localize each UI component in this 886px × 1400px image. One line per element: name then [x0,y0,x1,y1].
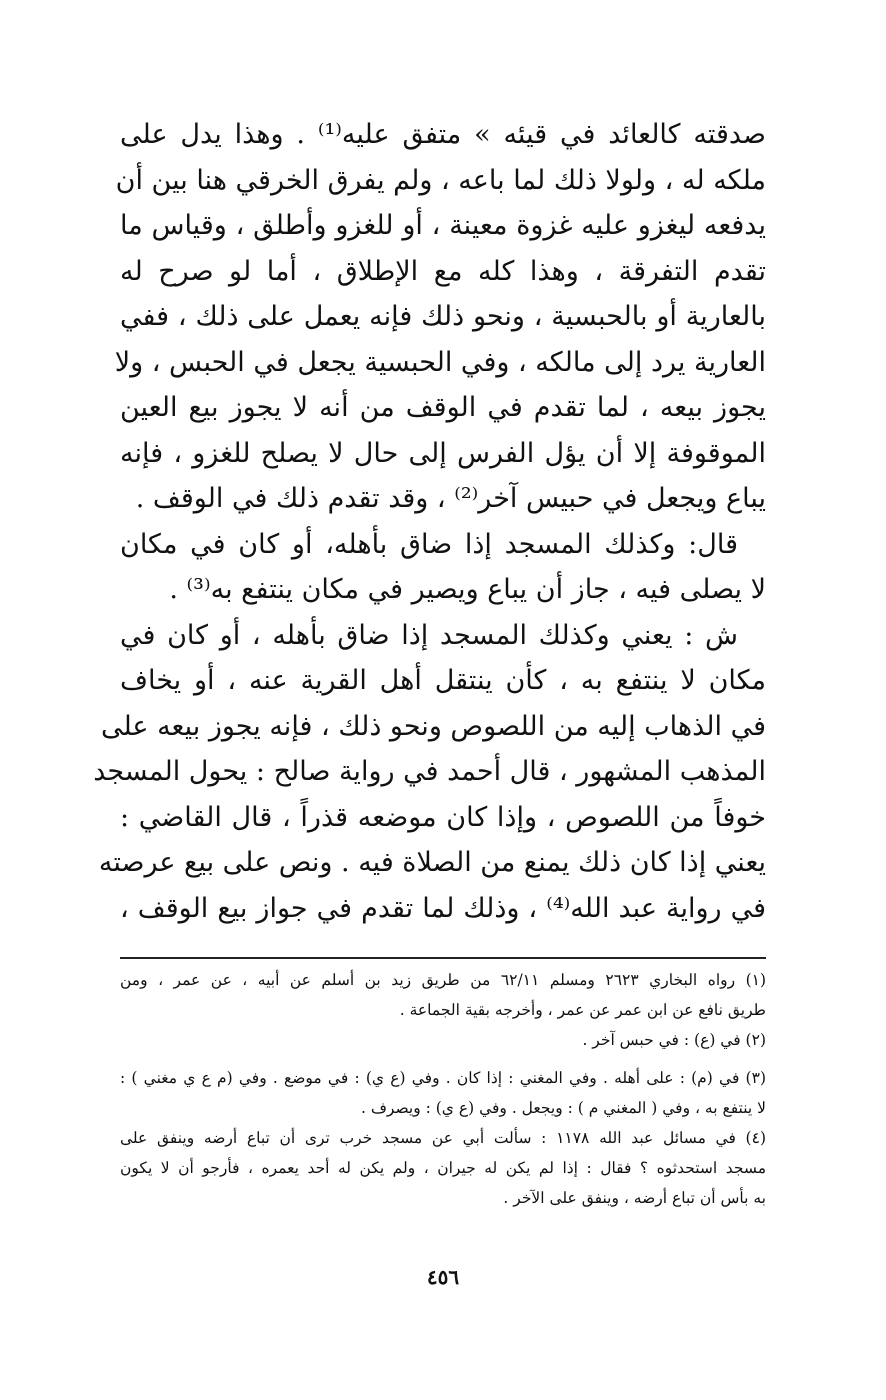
footnote-line: طريق نافع عن ابن عمر عن عمر ، وأخرجه بقية الجماعة . [399,1001,766,1019]
body-line: ملكه له ، ولولا ذلك لما باعه ، ولم يفرق الخرقي هنا بين أن [115,164,766,196]
body-line: خوفاً من اللصوص ، وإذا كان موضعه قذراً ، قال القاضي : [120,801,766,833]
footnotes [120,965,766,1213]
footnote-line: (٢) في (ع) : في حبس آخر . [582,1031,766,1049]
page-number: ٤٥٦ [426,1265,460,1289]
footnote-gap [120,1055,766,1063]
body-line: في رواية عبد الله⁽⁴⁾ ، وذلك لما تقدم في جواز بيع الوقف ، [120,892,767,924]
body-line: الموقوفة إلا أن يؤل الفرس إلى حال لا يصلح للغزو ، فإنه [120,437,766,469]
footnote-line: (٣) في (م) : على أهله . وفي المغني : إذا كان . وفي (ع ي) : في موضع . وفي (م ع ي مغني ) : [120,1069,766,1087]
body-line: قال: وكذلك المسجد إذا ضاق بأهله، أو كان في مكان [120,528,738,560]
footnote-line: به بأس أن تباع أرضه ، وينفق على الآخر . [503,1189,766,1207]
body-line: صدقته كالعائد في قيئه » متفق عليه⁽¹⁾ . وهذا يدل على [120,119,766,150]
footnote-divider [120,957,766,959]
body-line: بالعارية أو بالحبسية ، ونحو ذلك فإنه يعمل على ذلك ، ففي [120,301,766,332]
body-line: يباع ويجعل في حبيس آخر⁽²⁾ ، وقد تقدم ذلك في الوقف . [135,483,766,514]
body-line: تقدم التفرقة ، وهذا كله مع الإطلاق ، أما لو صرح له [120,255,766,287]
body-line: ش : يعني وكذلك المسجد إذا ضاق بأهله ، أو كان في [120,619,738,651]
body-line: لا يصلى فيه ، جاز أن يباع ويصير في مكان ينتفع به⁽³⁾ . [169,574,766,605]
body-line: يدفعه ليغزو عليه غزوة معينة ، أو للغزو وأطلق ، وقياس ما [120,210,766,241]
main-text [93,112,767,931]
footnote-line: مسجد استحدثوه ؟ فقال : إذا لم يكن له جيران ، ولم يكن له أحد يعمره ، فأرجو أن لا يكون [120,1159,766,1177]
body-line: المذهب المشهور ، قال أحمد في رواية صالح : يحول المسجد [93,756,766,787]
body-line: يعني إذا كان ذلك يمنع من الصلاة فيه . ونص على بيع عرصته [98,847,766,878]
body-line: العارية يرد إلى مالكه ، وفي الحبسية يجعل في الحبس ، ولا [114,346,766,378]
footnote-line: (٤) في مسائل عبد الله ١١٧٨ : سألت أبي عن مسجد خرب ترى أن تباع أرضه وينفق على [120,1129,766,1147]
footnote-line: (١) رواه البخاري ٢٦٢٣ ومسلم ٦٢/١١ من طريق زيد بن أسلم عن أبيه ، عن عمر ، ومن [120,971,767,989]
body-line: في الذهاب إليه من اللصوص ونحو ذلك ، فإنه يجوز بيعه على [100,710,766,742]
body-line: مكان لا ينتفع به ، كأن ينتقل أهل القرية عنه ، أو يخاف [120,665,766,696]
body-line: يجوز بيعه ، لما تقدم في الوقف من أنه لا يجوز بيع العين [120,392,766,423]
footnote-line: لا ينتفع به ، وفي ( المغني م ) : ويجعل . وفي (ع ي) : ويصرف . [360,1099,766,1117]
